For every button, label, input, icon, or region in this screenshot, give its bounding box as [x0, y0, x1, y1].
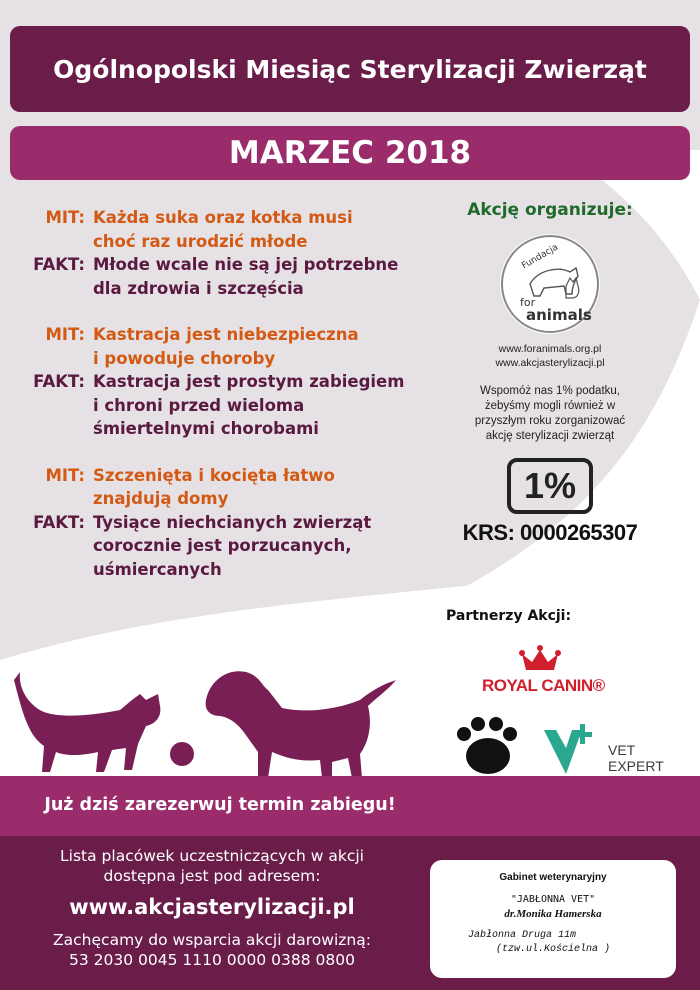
partners-title: Partnerzy Akcji: — [446, 608, 572, 624]
mit-text-l1: Kastracja jest niebezpieczna — [93, 325, 359, 344]
one-percent-badge: 1% — [507, 458, 593, 514]
myth-fact-2 — [0, 323, 440, 441]
donation-text — [14, 930, 410, 970]
clinic-type: Gabinet weterynaryjny — [499, 872, 607, 883]
svg-text:KUNA: KUNA — [474, 730, 503, 741]
fakt-text-l1: Tysiące niechcianych zwierząt — [93, 512, 372, 532]
fakt-text-l2: i chroni przed wieloma — [93, 395, 305, 415]
donate-line-3: przyszłym roku zorganizować — [474, 415, 626, 427]
foranimals-logo — [500, 234, 600, 334]
cta-text: Już dziś zarezerwuj termin zabiegu! — [44, 795, 396, 815]
fakt-text-l1: Młode wcale nie są jej potrzebne — [93, 255, 399, 274]
logo-for-text: for — [520, 296, 536, 309]
list-line-1: Lista placówek uczestniczących w akcji — [60, 847, 364, 865]
vet-expert-name — [608, 742, 664, 774]
organizer-panel — [440, 200, 660, 546]
crown-icon — [519, 645, 561, 670]
fakt-text-l3: uśmiercanych — [93, 559, 222, 579]
organizer-title: Akcję organizuje: — [467, 200, 633, 220]
fakt-text-l1: Kastracja jest prostym zabiegiem — [93, 372, 405, 391]
mit-label: MIT: — [45, 325, 85, 344]
vet-expert-logo-icon — [544, 724, 592, 774]
royal-canin-logo: ROYAL CANIN® — [482, 676, 605, 695]
myth-fact-1 — [0, 206, 440, 300]
clinic-name: "JABŁONNA VET" — [510, 894, 596, 905]
fakt-text-l2: corocznie jest porzucanych, — [93, 536, 352, 555]
mit-text-l2: znajdują domy — [93, 489, 229, 508]
link-foranimals[interactable]: www.foranimals.org.pl — [498, 343, 602, 355]
donate-text — [440, 384, 660, 444]
animals-silhouette-icon — [0, 660, 430, 790]
clinic-doctor: dr.Monika Hamerska — [504, 908, 602, 920]
mit-text-l1: Każda suka oraz kotka musi — [93, 208, 353, 227]
kuna-paw-icon — [457, 717, 517, 774]
participants-list-text — [14, 846, 410, 886]
clinic-stamp — [430, 860, 676, 978]
mit-text-l1: Szczenięta i kocięta łatwo — [93, 465, 335, 485]
mit-label: MIT: — [45, 208, 85, 227]
donate-line-4: akcję sterylizacji zwierząt — [485, 430, 615, 442]
logo-animals-text: animals — [526, 306, 592, 324]
clinic-address-l1: Jabłonna Druga 11m — [468, 930, 577, 941]
fakt-label: FAKT: — [33, 512, 85, 532]
donate-line-1: Wspomóż nas 1% podatku, — [480, 385, 620, 397]
support-line-1: Zachęcamy do wsparcia akcji darowizną: — [53, 931, 371, 949]
page-title: Ogólnopolski Miesiąc Sterylizacji Zwierząt — [10, 26, 690, 112]
bank-account-number: 53 2030 0045 1110 0000 0388 0800 — [69, 951, 355, 969]
list-line-2: dostępna jest pod adresem: — [103, 867, 321, 885]
fakt-text-l2: dla zdrowia i szczęścia — [93, 278, 304, 298]
donate-line-2: żebyśmy mogli również w — [484, 400, 616, 412]
event-date: MARZEC 2018 — [10, 126, 690, 180]
vet-expert-line-2: EXPERT — [608, 758, 664, 774]
krs-number: KRS: 0000265307 — [462, 520, 638, 545]
fakt-text-l3: śmiertelnymi chorobami — [93, 419, 319, 438]
mit-label: MIT: — [45, 465, 85, 485]
fakt-label: FAKT: — [33, 255, 85, 274]
fakt-label: FAKT: — [33, 372, 85, 391]
link-akcjasterylizacji[interactable]: www.akcjasterylizacji.pl — [495, 357, 605, 369]
mit-text-l2: i powoduje choroby — [93, 348, 276, 368]
myth-fact-3 — [0, 464, 440, 582]
logo-fundacja-text: Fundacja — [520, 242, 561, 272]
campaign-url-link[interactable]: www.akcjasterylizacji.pl — [69, 895, 355, 919]
vet-expert-line-1: VET — [608, 742, 636, 758]
clinic-address-l2: (tzw.ul.Kościelna ) — [496, 944, 611, 955]
mit-text-l2: choć raz urodzić młode — [93, 231, 308, 251]
myths-facts-list — [0, 206, 440, 581]
